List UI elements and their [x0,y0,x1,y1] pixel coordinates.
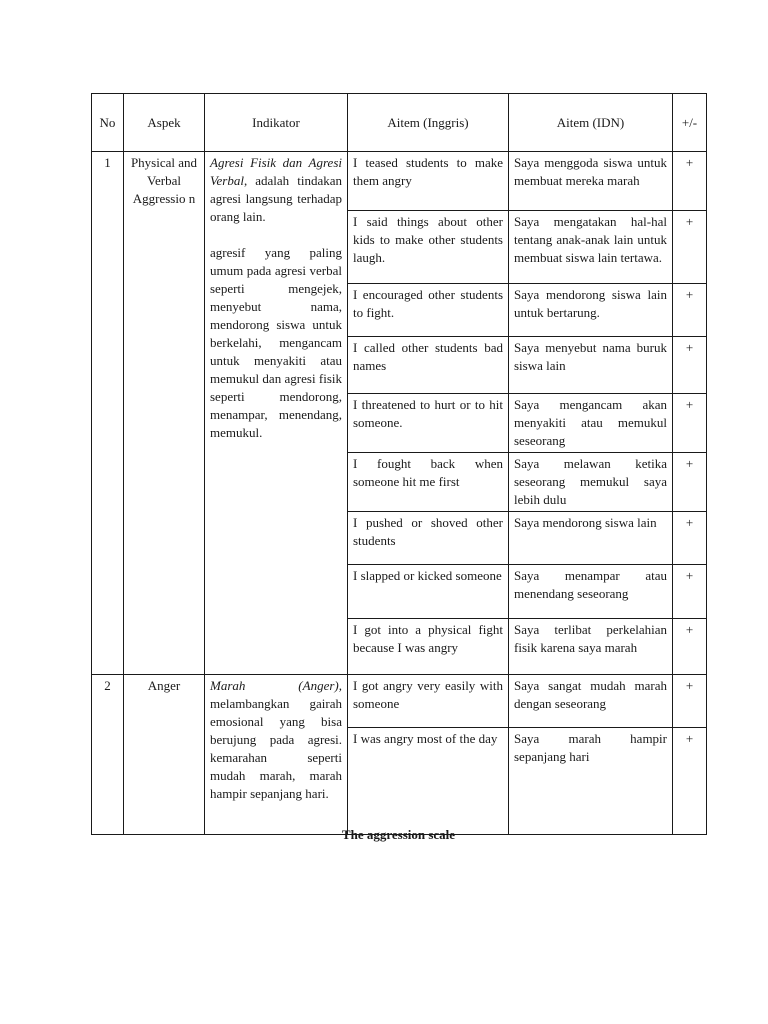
item-english: I got angry very easily with someone [348,675,509,728]
header-aitem-inggris: Aitem (Inggris) [348,94,509,152]
item-sign: + [673,152,707,211]
item-indonesian: Saya mendorong siswa lain untuk bertarung. [509,284,673,337]
item-sign: + [673,565,707,619]
indicator-cell [205,152,348,675]
item-english: I pushed or shoved other students [348,512,509,565]
indicator-text: melambangkan gairah emosional yang bisa berujung pada agresi. kemarahan seperti mudah marah, marah hampir sepanjang hari. [210,696,342,801]
table-row [92,675,707,728]
item-indonesian: Saya sangat mudah marah dengan seseorang [509,675,673,728]
indicator-italic-term: Agresi Fisik dan Agresi Verbal [210,155,342,188]
aspect-cell: Physical and Verbal Aggressio n [124,152,205,675]
item-sign: + [673,337,707,394]
item-indonesian: Saya mengatakan hal-hal tentang anak-anak lain untuk membuat siswa lain tertawa. [509,211,673,284]
aspect-cell: Anger [124,675,205,835]
header-sign: +/- [673,94,707,152]
item-sign: + [673,284,707,337]
header-row [92,94,707,152]
item-indonesian: Saya terlibat perkelahian fisik karena saya marah [509,619,673,675]
row-number: 1 [92,152,124,675]
header-no: No [92,94,124,152]
item-sign: + [673,453,707,512]
item-indonesian: Saya menampar atau menendang seseorang [509,565,673,619]
indicator-paragraph: agresif yang paling umum pada agresi verbal seperti mengejek, menyebut nama, mendorong siswa untuk berkelahi, mengancam untuk menyakiti atau memukul dan agresi fisik seperti mendorong, menampar, menendang, memukul. [210,245,342,440]
item-indonesian: Saya mengancam akan menyakiti atau memukul seseorang [509,394,673,453]
item-sign: + [673,394,707,453]
item-sign: + [673,211,707,284]
item-english: I slapped or kicked someone [348,565,509,619]
indicator-text: , adalah tindakan agresi langsung terhadap orang lain. [210,173,342,224]
item-english: I threatened to hurt or to hit someone. [348,394,509,453]
item-english: I got into a physical fight because I was angry [348,619,509,675]
item-sign: + [673,512,707,565]
item-sign: + [673,619,707,675]
item-english: I fought back when someone hit me first [348,453,509,512]
item-indonesian: Saya melawan ketika seseorang memukul saya lebih dulu [509,453,673,512]
header-aitem-idn: Aitem (IDN) [509,94,673,152]
item-english: I encouraged other students to fight. [348,284,509,337]
header-indikator: Indikator [205,94,348,152]
item-english: I said things about other kids to make other students laugh. [348,211,509,284]
table-caption: The aggression scale [341,827,456,842]
table-row [92,152,707,211]
item-sign: + [673,675,707,728]
item-sign: + [673,728,707,835]
item-english: I was angry most of the day [348,728,509,835]
item-indonesian: Saya menyebut nama buruk siswa lain [509,337,673,394]
aggression-scale-table [91,93,707,835]
header-aspek: Aspek [124,94,205,152]
row-number: 2 [92,675,124,835]
item-indonesian: Saya menggoda siswa untuk membuat mereka marah [509,152,673,211]
indicator-italic-term: Marah (Anger), [210,678,342,693]
item-indonesian: Saya marah hampir sepanjang hari [509,728,673,835]
item-english: I called other students bad names [348,337,509,394]
item-indonesian: Saya mendorong siswa lain [509,512,673,565]
indicator-cell [205,675,348,835]
item-english: I teased students to make them angry [348,152,509,211]
